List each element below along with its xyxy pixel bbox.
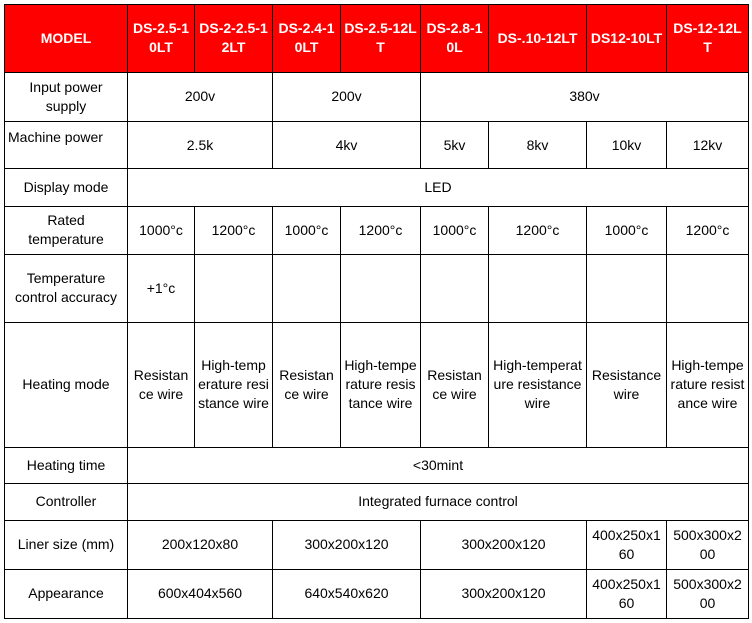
- appearance-value-2: 640x540x620: [273, 569, 421, 618]
- appearance-value-4: 400x250x160: [587, 569, 667, 618]
- rated-temp-value-6: 1200°c: [489, 206, 587, 254]
- temp-accuracy-empty-7: [587, 255, 667, 323]
- rated-temp-value-7: 1000°c: [587, 206, 667, 254]
- rated-temp-value-8: 1200°c: [667, 206, 749, 254]
- input-power-value-3: 380v: [421, 72, 749, 121]
- temp-accuracy-empty-5: [421, 255, 489, 323]
- label-machine-power: Machine power: [5, 121, 128, 168]
- label-rated-temperature: Rated temperature: [5, 206, 128, 254]
- label-liner-size: Liner size (mm): [5, 521, 128, 569]
- label-controller: Controller: [5, 483, 128, 520]
- temp-accuracy-empty-6: [489, 255, 587, 323]
- heating-mode-value-7: Resistance wire: [587, 322, 667, 447]
- machine-power-value-6: 12kv: [667, 121, 749, 168]
- appearance-value-3: 300x200x120: [421, 569, 587, 618]
- input-power-value-1: 200v: [128, 72, 273, 121]
- liner-size-value-4: 400x250x160: [587, 521, 667, 569]
- label-appearance: Appearance: [5, 569, 128, 618]
- row-machine-power: [5, 121, 749, 168]
- row-controller: [5, 483, 749, 520]
- input-power-value-2: 200v: [273, 72, 421, 121]
- header-col-1: DS-2.5-10LT: [128, 5, 195, 73]
- heating-time-value: <30mint: [128, 447, 749, 483]
- machine-power-value-3: 5kv: [421, 121, 489, 168]
- label-heating-mode: Heating mode: [5, 322, 128, 447]
- header-col-5: DS-2.8-10L: [421, 5, 489, 73]
- heating-mode-value-1: Resistance wire: [128, 322, 195, 447]
- heating-mode-value-4: High-temperature resistance wire: [341, 322, 421, 447]
- display-mode-value: LED: [128, 169, 749, 206]
- row-heating-time: [5, 447, 749, 483]
- row-liner-size: [5, 521, 749, 569]
- rated-temp-value-2: 1200°c: [195, 206, 273, 254]
- rated-temp-value-5: 1000°c: [421, 206, 489, 254]
- machine-power-value-4: 8kv: [489, 121, 587, 168]
- liner-size-value-2: 300x200x120: [273, 521, 421, 569]
- spec-table: [4, 4, 749, 619]
- machine-power-value-2: 4kv: [273, 121, 421, 168]
- appearance-value-5: 500x300x200: [667, 569, 749, 618]
- liner-size-value-3: 300x200x120: [421, 521, 587, 569]
- temp-accuracy-empty-2: [195, 255, 273, 323]
- header-row: [5, 5, 749, 73]
- header-col-8: DS-12-12LT: [667, 5, 749, 73]
- label-input-power: Input power supply: [5, 72, 128, 121]
- liner-size-value-5: 500x300x200: [667, 521, 749, 569]
- label-display-mode: Display mode: [5, 169, 128, 206]
- label-temperature-accuracy: Temperature control accuracy: [5, 255, 128, 323]
- appearance-value-1: 600x404x560: [128, 569, 273, 618]
- controller-value: Integrated furnace control: [128, 483, 749, 520]
- row-rated-temperature: [5, 206, 749, 254]
- row-temperature-accuracy: [5, 255, 749, 323]
- header-col-7: DS12-10LT: [587, 5, 667, 73]
- rated-temp-value-4: 1200°c: [341, 206, 421, 254]
- rated-temp-value-3: 1000°c: [273, 206, 341, 254]
- header-model: MODEL: [5, 5, 128, 73]
- row-input-power: [5, 72, 749, 121]
- header-col-3: DS-2.4-10LT: [273, 5, 341, 73]
- header-col-2: DS-2-2.5-12LT: [195, 5, 273, 73]
- label-heating-time: Heating time: [5, 447, 128, 483]
- temp-accuracy-empty-4: [341, 255, 421, 323]
- header-col-6: DS-.10-12LT: [489, 5, 587, 73]
- machine-power-value-5: 10kv: [587, 121, 667, 168]
- heating-mode-value-3: Resistance wire: [273, 322, 341, 447]
- temp-accuracy-value: +1°c: [128, 255, 195, 323]
- row-heating-mode: [5, 322, 749, 447]
- row-appearance: [5, 569, 749, 618]
- heating-mode-value-5: Resistance wire: [421, 322, 489, 447]
- header-col-4: DS-2.5-12LT: [341, 5, 421, 73]
- liner-size-value-1: 200x120x80: [128, 521, 273, 569]
- rated-temp-value-1: 1000°c: [128, 206, 195, 254]
- heating-mode-value-8: High-temperature resistance wire: [667, 322, 749, 447]
- machine-power-value-1: 2.5k: [128, 121, 273, 168]
- heating-mode-value-6: High-temperature resistance wire: [489, 322, 587, 447]
- heating-mode-value-2: High-temperature resistance wire: [195, 322, 273, 447]
- temp-accuracy-empty-8: [667, 255, 749, 323]
- temp-accuracy-empty-3: [273, 255, 341, 323]
- row-display-mode: [5, 169, 749, 206]
